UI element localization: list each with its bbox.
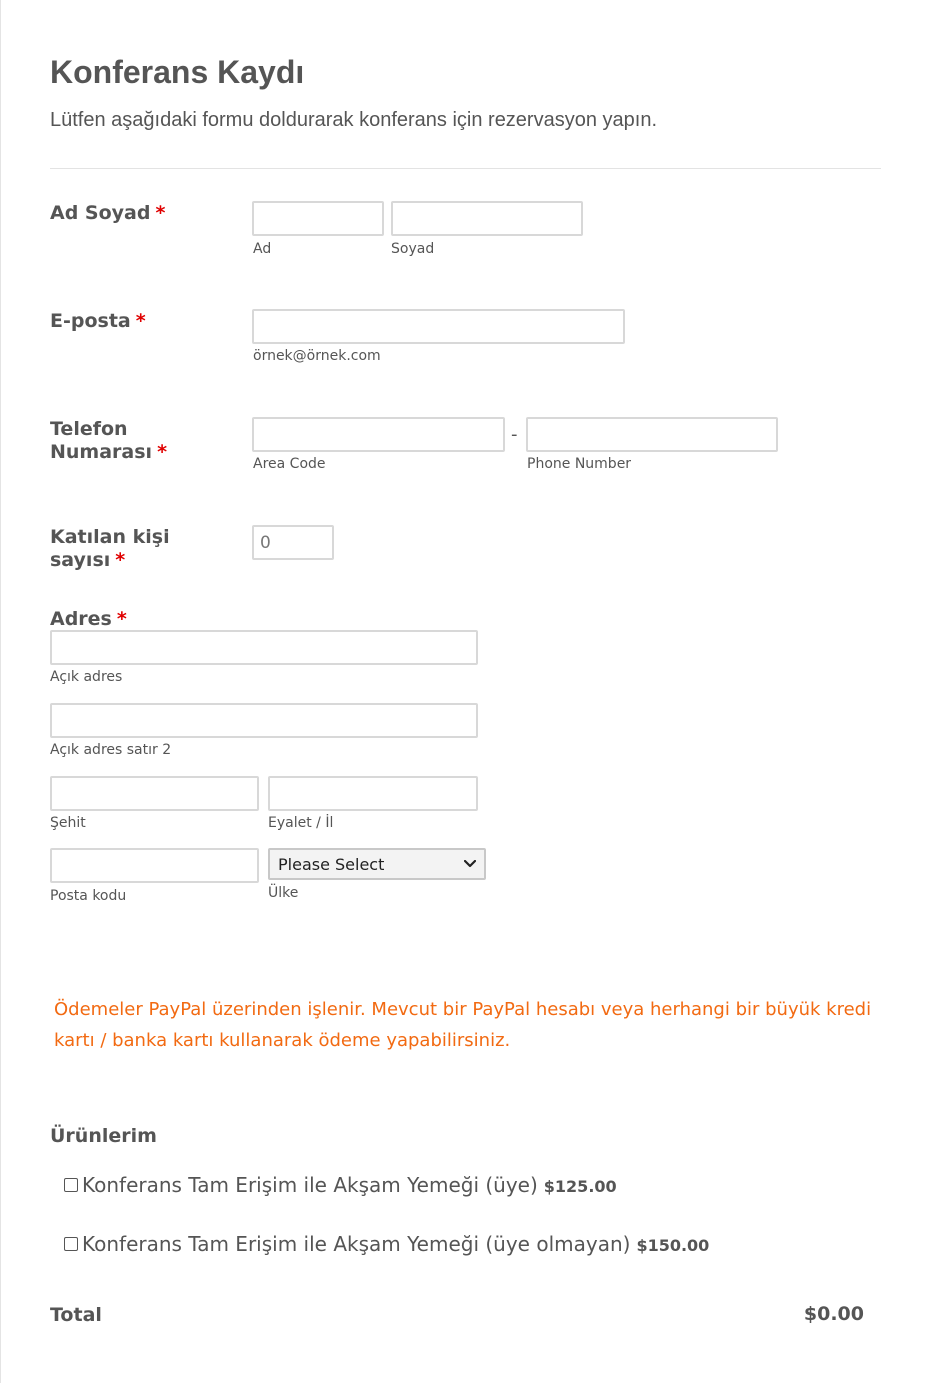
product-item[interactable] bbox=[64, 1173, 617, 1197]
address-label bbox=[50, 608, 127, 631]
product-price: $150.00 bbox=[636, 1235, 710, 1255]
phone-number-sublabel: Phone Number bbox=[527, 456, 632, 472]
product-price: $125.00 bbox=[543, 1176, 617, 1196]
total-label: Total bbox=[50, 1304, 102, 1326]
phone-separator: - bbox=[511, 424, 518, 445]
full-name-label bbox=[50, 202, 165, 225]
phone-label bbox=[50, 418, 167, 464]
payment-notice: Ödemeler PayPal üzerinden işlenir. Mevcut bir PayPal hesabı veya herhangi bir büyük kredi kartı / banka kartı kullanarak ödeme yapabilirsiniz. bbox=[54, 999, 872, 1051]
required-asterisk: * bbox=[135, 310, 146, 332]
first-name-input[interactable] bbox=[252, 201, 384, 236]
street-address-line2-sublabel: Açık adres satır 2 bbox=[50, 742, 172, 758]
state-sublabel: Eyalet / İl bbox=[268, 815, 334, 831]
last-name-sublabel: Soyad bbox=[391, 241, 435, 257]
country-select[interactable] bbox=[268, 848, 486, 880]
email-label bbox=[50, 310, 146, 333]
form-subtitle: Lütfen aşağıdaki formu doldurarak konferans için rezervasyon yapın. bbox=[50, 109, 658, 131]
country-select-value: Please Select bbox=[278, 854, 385, 874]
city-sublabel: Şehit bbox=[50, 815, 86, 831]
product-checkbox[interactable] bbox=[64, 1237, 78, 1251]
last-name-input[interactable] bbox=[391, 201, 583, 236]
attendees-label-line2: sayısı bbox=[50, 549, 111, 571]
city-input[interactable] bbox=[50, 776, 259, 811]
street-address-input[interactable] bbox=[50, 630, 478, 665]
postal-code-input[interactable] bbox=[50, 848, 259, 883]
address-label-text: Adres bbox=[50, 608, 112, 630]
form-title: Konferans Kaydı bbox=[50, 54, 305, 90]
first-name-sublabel: Ad bbox=[253, 241, 272, 257]
product-name: Konferans Tam Erişim ile Akşam Yemeği (üye) bbox=[82, 1173, 538, 1197]
country-sublabel: Ülke bbox=[268, 885, 299, 901]
email-field[interactable] bbox=[252, 309, 625, 344]
required-asterisk: * bbox=[155, 202, 166, 224]
product-checkbox[interactable] bbox=[64, 1178, 78, 1192]
products-title: Ürünlerim bbox=[50, 1125, 157, 1147]
page-left-edge bbox=[0, 0, 1, 1383]
state-input[interactable] bbox=[268, 776, 478, 811]
area-code-input[interactable] bbox=[252, 417, 505, 452]
phone-label-line1: Telefon bbox=[50, 418, 128, 440]
header-divider bbox=[50, 168, 881, 169]
street-address-sublabel: Açık adres bbox=[50, 669, 123, 685]
postal-code-sublabel: Posta kodu bbox=[50, 888, 127, 904]
chevron-down-icon bbox=[464, 860, 476, 868]
street-address-line2-input[interactable] bbox=[50, 703, 478, 738]
email-sublabel: örnek@örnek.com bbox=[253, 348, 381, 364]
attendees-label bbox=[50, 526, 170, 572]
attendees-label-line1: Katılan kişi bbox=[50, 526, 170, 548]
area-code-sublabel: Area Code bbox=[253, 456, 326, 472]
required-asterisk: * bbox=[157, 441, 167, 463]
full-name-label-text: Ad Soyad bbox=[50, 202, 151, 224]
phone-number-input[interactable] bbox=[526, 417, 778, 452]
required-asterisk: * bbox=[115, 549, 126, 571]
product-name: Konferans Tam Erişim ile Akşam Yemeği (üye olmayan) bbox=[82, 1232, 631, 1256]
phone-label-line2: Numarası bbox=[50, 441, 153, 463]
required-asterisk: * bbox=[116, 608, 127, 630]
product-item[interactable] bbox=[64, 1232, 709, 1256]
email-label-text: E-posta bbox=[50, 310, 131, 332]
attendees-count-input[interactable] bbox=[252, 525, 334, 560]
total-value: $0.00 bbox=[803, 1303, 864, 1325]
